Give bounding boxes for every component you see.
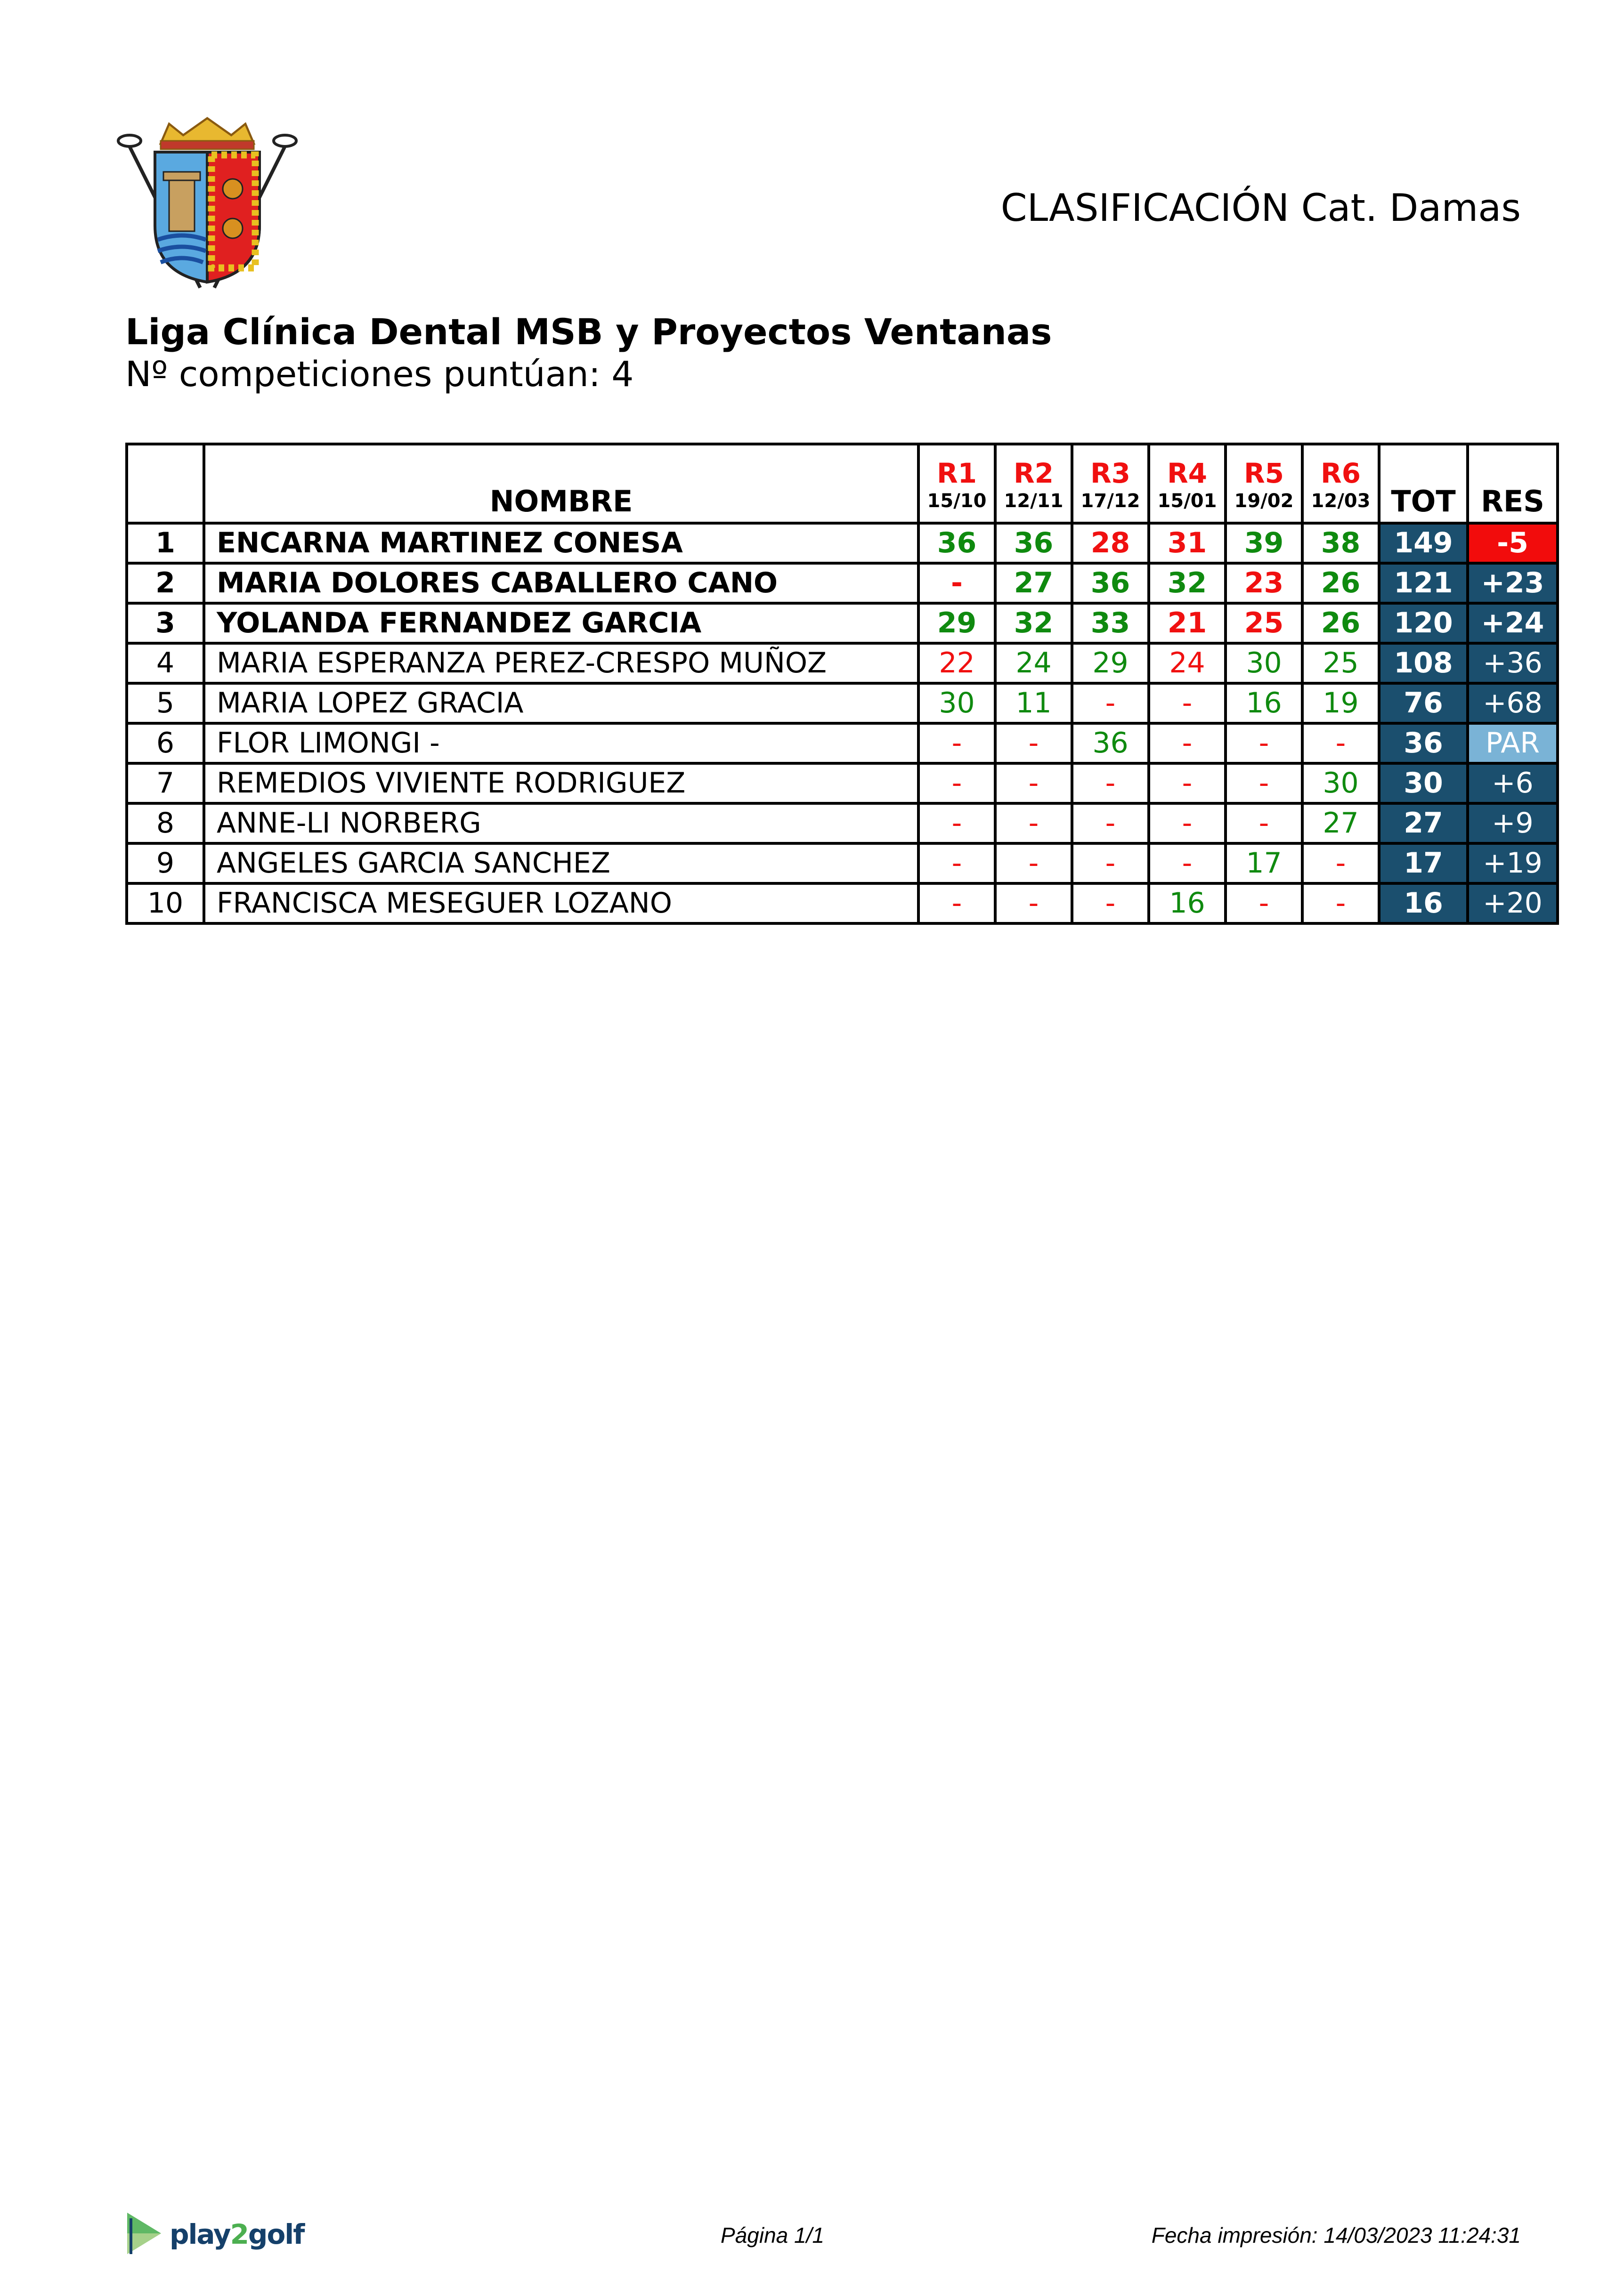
score-cell-r3: 33 xyxy=(1072,603,1149,643)
score-cell-r4: - xyxy=(1149,763,1226,803)
score-cell-r1: 30 xyxy=(918,683,995,723)
total-cell: 76 xyxy=(1379,683,1468,723)
round-date: 17/12 xyxy=(1080,490,1140,512)
total-cell: 17 xyxy=(1379,843,1468,883)
score-cell-r5: - xyxy=(1226,763,1302,803)
table-row xyxy=(127,883,1558,923)
score-cell-r5: 23 xyxy=(1226,563,1302,603)
score-cell-r1: 29 xyxy=(918,603,995,643)
result-cell: +20 xyxy=(1468,883,1558,923)
score-cell-r5: - xyxy=(1226,803,1302,843)
header-pos xyxy=(127,444,204,523)
score-cell-r3: 29 xyxy=(1072,643,1149,683)
score-cell-r6: - xyxy=(1302,883,1379,923)
score-cell-r5: - xyxy=(1226,883,1302,923)
header-tot: TOT xyxy=(1379,444,1468,523)
score-cell-r6: 27 xyxy=(1302,803,1379,843)
table-row xyxy=(127,763,1558,803)
round-label: R5 xyxy=(1243,457,1284,489)
position-cell: 4 xyxy=(127,643,204,683)
score-cell-r1: - xyxy=(918,763,995,803)
total-cell: 108 xyxy=(1379,643,1468,683)
score-cell-r2: 27 xyxy=(995,563,1072,603)
score-cell-r2: 24 xyxy=(995,643,1072,683)
score-cell-r4: - xyxy=(1149,843,1226,883)
score-cell-r6: 19 xyxy=(1302,683,1379,723)
score-cell-r4: - xyxy=(1149,683,1226,723)
score-cell-r5: 17 xyxy=(1226,843,1302,883)
player-name-cell: MARIA ESPERANZA PEREZ-CRESPO MUÑOZ xyxy=(204,643,918,683)
position-cell: 3 xyxy=(127,603,204,643)
table-row xyxy=(127,843,1558,883)
player-name-cell: ANGELES GARCIA SANCHEZ xyxy=(204,843,918,883)
score-cell-r6: 26 xyxy=(1302,603,1379,643)
score-cell-r5: 39 xyxy=(1226,523,1302,563)
score-cell-r6: - xyxy=(1302,843,1379,883)
score-cell-r4: - xyxy=(1149,803,1226,843)
player-name-cell: FRANCISCA MESEGUER LOZANO xyxy=(204,883,918,923)
header-round-4 xyxy=(1149,444,1226,523)
score-cell-r5: 30 xyxy=(1226,643,1302,683)
print-date: Fecha impresión: 14/03/2023 11:24:31 xyxy=(1151,2223,1521,2247)
score-cell-r6: 25 xyxy=(1302,643,1379,683)
table-row xyxy=(127,723,1558,763)
table-row xyxy=(127,683,1558,723)
header-round-3 xyxy=(1072,444,1149,523)
page-number: Página 1/1 xyxy=(721,2223,824,2247)
play2golf-flag-icon xyxy=(125,2211,163,2258)
result-cell: +6 xyxy=(1468,763,1558,803)
round-label: R6 xyxy=(1320,457,1361,489)
header-round-2 xyxy=(995,444,1072,523)
total-cell: 120 xyxy=(1379,603,1468,643)
total-cell: 121 xyxy=(1379,563,1468,603)
score-cell-r1: - xyxy=(918,883,995,923)
score-cell-r3: 36 xyxy=(1072,563,1149,603)
score-cell-r3: - xyxy=(1072,843,1149,883)
score-cell-r6: 38 xyxy=(1302,523,1379,563)
club-crest-logo xyxy=(115,115,299,299)
result-cell: +68 xyxy=(1468,683,1558,723)
score-cell-r4: - xyxy=(1149,723,1226,763)
result-cell: +23 xyxy=(1468,563,1558,603)
header-name: NOMBRE xyxy=(204,444,918,523)
result-cell: +36 xyxy=(1468,643,1558,683)
score-cell-r2: - xyxy=(995,763,1072,803)
round-label: R1 xyxy=(936,457,977,489)
total-cell: 149 xyxy=(1379,523,1468,563)
score-cell-r2: 32 xyxy=(995,603,1072,643)
position-cell: 6 xyxy=(127,723,204,763)
score-cell-r5: 16 xyxy=(1226,683,1302,723)
position-cell: 5 xyxy=(127,683,204,723)
total-cell: 16 xyxy=(1379,883,1468,923)
score-cell-r3: 28 xyxy=(1072,523,1149,563)
position-cell: 8 xyxy=(127,803,204,843)
score-cell-r2: 36 xyxy=(995,523,1072,563)
score-cell-r6: 26 xyxy=(1302,563,1379,603)
logo-text-golf: golf xyxy=(248,2218,304,2250)
position-cell: 10 xyxy=(127,883,204,923)
table-header-row xyxy=(127,444,1558,523)
round-date: 12/11 xyxy=(1004,490,1064,512)
round-label: R3 xyxy=(1090,457,1131,489)
competitions-count: Nº competiciones puntúan: 4 xyxy=(125,354,634,395)
logo-text-2: 2 xyxy=(230,2218,248,2250)
score-cell-r4: 32 xyxy=(1149,563,1226,603)
page-title: CLASIFICACIÓN Cat. Damas xyxy=(1000,186,1521,230)
result-cell: +19 xyxy=(1468,843,1558,883)
total-cell: 30 xyxy=(1379,763,1468,803)
player-name-cell: ANNE-LI NORBERG xyxy=(204,803,918,843)
score-cell-r1: 22 xyxy=(918,643,995,683)
score-cell-r5: - xyxy=(1226,723,1302,763)
score-cell-r3: - xyxy=(1072,763,1149,803)
round-date: 19/02 xyxy=(1234,490,1294,512)
round-label: R2 xyxy=(1013,457,1054,489)
score-cell-r1: - xyxy=(918,803,995,843)
score-cell-r3: - xyxy=(1072,683,1149,723)
score-cell-r6: 30 xyxy=(1302,763,1379,803)
score-cell-r2: - xyxy=(995,883,1072,923)
score-cell-r1: - xyxy=(918,563,995,603)
result-cell: +24 xyxy=(1468,603,1558,643)
round-label: R4 xyxy=(1167,457,1208,489)
score-cell-r5: 25 xyxy=(1226,603,1302,643)
score-cell-r6: - xyxy=(1302,723,1379,763)
crown-icon xyxy=(161,118,254,149)
league-name: Liga Clínica Dental MSB y Proyectos Ventanas xyxy=(125,311,1052,353)
position-cell: 7 xyxy=(127,763,204,803)
score-cell-r4: 24 xyxy=(1149,643,1226,683)
header-round-6 xyxy=(1302,444,1379,523)
score-cell-r3: 36 xyxy=(1072,723,1149,763)
score-cell-r4: 16 xyxy=(1149,883,1226,923)
score-cell-r4: 21 xyxy=(1149,603,1226,643)
score-cell-r3: - xyxy=(1072,803,1149,843)
position-cell: 1 xyxy=(127,523,204,563)
score-cell-r1: - xyxy=(918,843,995,883)
round-date: 15/10 xyxy=(927,490,987,512)
round-date: 12/03 xyxy=(1311,490,1371,512)
position-cell: 2 xyxy=(127,563,204,603)
result-cell: +9 xyxy=(1468,803,1558,843)
score-cell-r2: - xyxy=(995,723,1072,763)
player-name-cell: MARIA DOLORES CABALLERO CANO xyxy=(204,563,918,603)
position-cell: 9 xyxy=(127,843,204,883)
player-name-cell: YOLANDA FERNANDEZ GARCIA xyxy=(204,603,918,643)
total-cell: 27 xyxy=(1379,803,1468,843)
header-res: RES xyxy=(1468,444,1558,523)
table-row xyxy=(127,803,1558,843)
score-cell-r1: - xyxy=(918,723,995,763)
score-cell-r4: 31 xyxy=(1149,523,1226,563)
player-name-cell: FLOR LIMONGI - xyxy=(204,723,918,763)
result-cell: PAR xyxy=(1468,723,1558,763)
player-name-cell: REMEDIOS VIVIENTE RODRIGUEZ xyxy=(204,763,918,803)
table-row xyxy=(127,643,1558,683)
table-row xyxy=(127,523,1558,563)
player-name-cell: MARIA LOPEZ GRACIA xyxy=(204,683,918,723)
play2golf-logo xyxy=(125,2208,304,2260)
score-cell-r2: - xyxy=(995,803,1072,843)
table-row xyxy=(127,563,1558,603)
header-round-1 xyxy=(918,444,995,523)
header-round-5 xyxy=(1226,444,1302,523)
score-cell-r3: - xyxy=(1072,883,1149,923)
standings-table xyxy=(125,443,1559,925)
round-date: 15/01 xyxy=(1157,490,1217,512)
result-cell: -5 xyxy=(1468,523,1558,563)
player-name-cell: ENCARNA MARTINEZ CONESA xyxy=(204,523,918,563)
logo-text-play: play xyxy=(170,2218,230,2250)
score-cell-r1: 36 xyxy=(918,523,995,563)
total-cell: 36 xyxy=(1379,723,1468,763)
score-cell-r2: 11 xyxy=(995,683,1072,723)
score-cell-r2: - xyxy=(995,843,1072,883)
table-row xyxy=(127,603,1558,643)
